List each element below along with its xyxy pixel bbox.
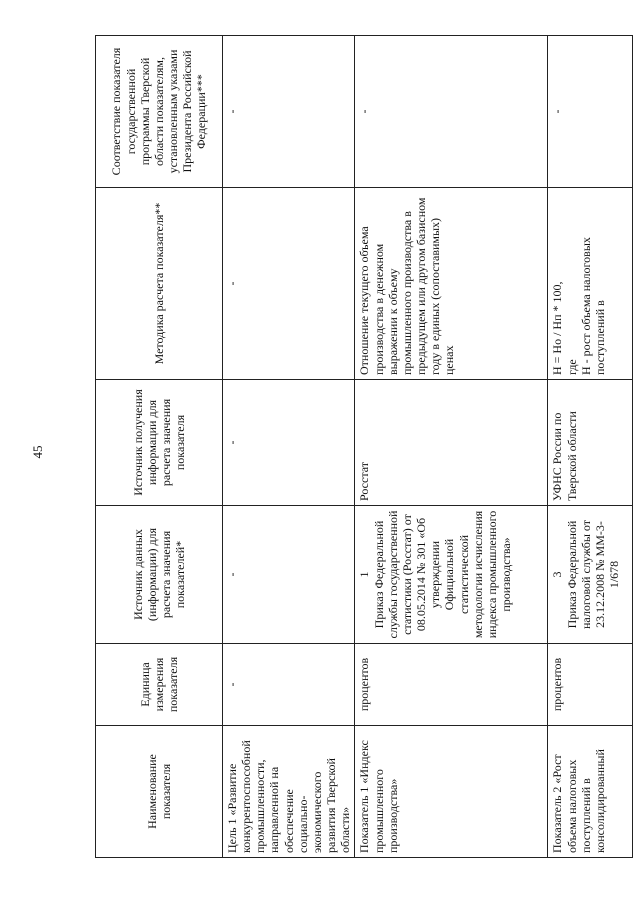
cell-method: - — [223, 188, 355, 380]
header-decree-correspondence: Соответствие показателя государственной программы Тверской области показателям, установленным указами Президента Российской Федерации*** — [96, 36, 223, 188]
table-row — [548, 36, 633, 858]
cell-correspondence: - — [548, 36, 633, 188]
page-number: 45 — [30, 445, 45, 459]
header-data-source: Источник данных (информации) для расчета значения показателей* — [96, 506, 223, 644]
table-row — [355, 36, 548, 858]
cell-method — [548, 188, 633, 380]
cell-data-source: - — [223, 506, 355, 644]
cell-unit: процентов — [355, 644, 548, 726]
rotated-table-wrapper — [95, 36, 622, 858]
data-source-text: Приказ Федеральной службы государственной статистики (Росстат) от 08.05.2014 № 301 «Об утверждении Официальной статистической методологии исчисления индекса промышленного производства» — [371, 510, 513, 639]
table-row — [223, 36, 355, 858]
method-formula: Н = Но / Нп * 100, — [550, 281, 565, 375]
data-source-text: Приказ Федеральной налоговой службы от 23.12.2008 № ММ-3-1/678 — [564, 520, 622, 630]
cell-info-source: УФНС России по Тверской области — [548, 380, 633, 506]
indicators-table — [95, 35, 633, 858]
table-header-row — [96, 36, 223, 858]
method-text: Н - рост объема налоговых поступлений в — [578, 237, 607, 375]
cell-info-source: Росстат — [355, 380, 548, 506]
cell-name: Показатель 1 «Индекс промышленного производства» — [355, 726, 548, 858]
header-calculation-method: Методика расчета показателя** — [96, 188, 223, 380]
header-indicator-name: Наименование показателя — [96, 726, 223, 858]
data-source-number: 3 — [550, 571, 565, 578]
header-unit: Единица измерения показателя — [96, 644, 223, 726]
data-source-number: 1 — [357, 571, 372, 578]
method-where: где — [564, 359, 579, 375]
cell-method: Отношение текущего объема производства в денежном выражении к объему промышленного производства в предыдущем или другом базисном году в единых (сопоставимых) ценах — [355, 188, 548, 380]
cell-correspondence: - — [223, 36, 355, 188]
cell-data-source — [355, 506, 548, 644]
cell-name: Цель 1 «Развитие конкурентоспособной промышленности, направленной на обеспечение социально-экономического развития Тверской области» — [223, 726, 355, 858]
cell-correspondence: - — [355, 36, 548, 188]
cell-info-source: - — [223, 380, 355, 506]
cell-data-source — [548, 506, 633, 644]
header-info-source: Источник получения информации для расчета значения показателя — [96, 380, 223, 506]
cell-name: Показатель 2 «Рост объема налоговых поступлений в консолидированный — [548, 726, 633, 858]
cell-unit: - — [223, 644, 355, 726]
cell-unit: процентов — [548, 644, 633, 726]
